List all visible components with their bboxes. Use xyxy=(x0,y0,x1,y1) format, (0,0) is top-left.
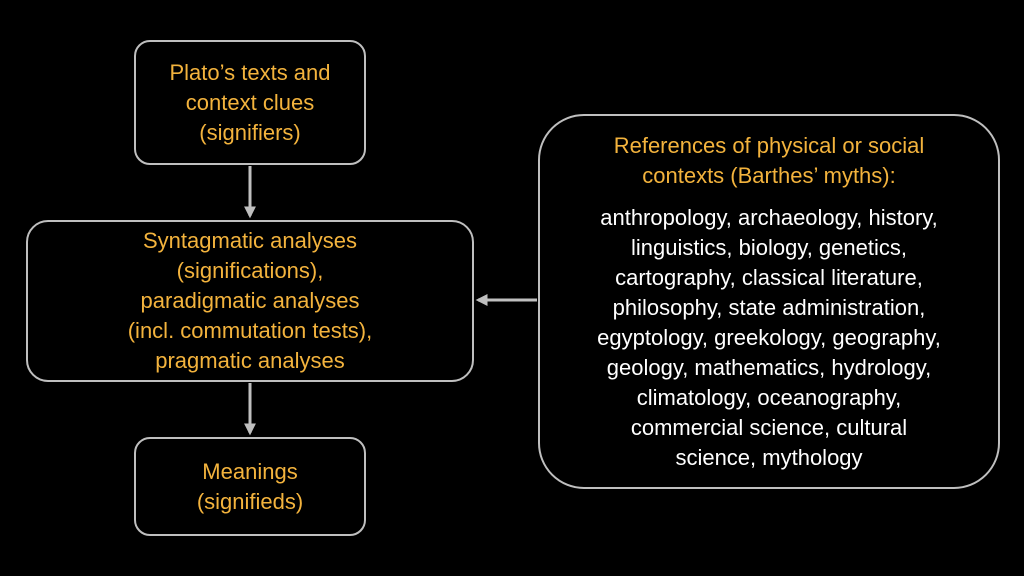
meanings-line: Meanings xyxy=(202,458,298,484)
discipline-line: climatology, oceanography, xyxy=(636,384,902,410)
meanings-line: (signifieds) xyxy=(196,488,304,514)
analyses-line: (significations), xyxy=(176,258,324,283)
signifiers-line: Plato’s texts and xyxy=(169,59,331,85)
analyses-box xyxy=(26,220,474,382)
analyses-line: (incl. commutation tests), xyxy=(127,318,373,343)
signifiers-line: (signifiers) xyxy=(199,119,301,145)
references-title xyxy=(614,131,925,191)
analyses-line: paradigmatic analyses xyxy=(140,288,360,313)
signifiers-line: context clues xyxy=(185,89,315,115)
discipline-line: egyptology, greekology, geography, xyxy=(597,324,941,350)
references-title-line: References of physical or social xyxy=(613,132,925,158)
references-disciplines xyxy=(597,203,941,473)
discipline-line: linguistics, biology, genetics, xyxy=(631,234,907,260)
signifiers-box xyxy=(134,40,366,165)
discipline-line: cartography, classical literature, xyxy=(615,264,923,290)
analyses-line: Syntagmatic analyses xyxy=(143,228,357,253)
discipline-line: science, mythology xyxy=(675,444,863,470)
discipline-line: geology, mathematics, hydrology, xyxy=(606,354,932,380)
references-box xyxy=(538,114,1000,489)
discipline-line: philosophy, state administration, xyxy=(612,294,926,320)
discipline-line: commercial science, cultural xyxy=(630,414,908,440)
references-title-line: contexts (Barthes’ myths): xyxy=(642,162,896,188)
discipline-line: anthropology, archaeology, history, xyxy=(600,204,938,230)
analyses-line: pragmatic analyses xyxy=(155,348,345,373)
meanings-box xyxy=(134,437,366,536)
